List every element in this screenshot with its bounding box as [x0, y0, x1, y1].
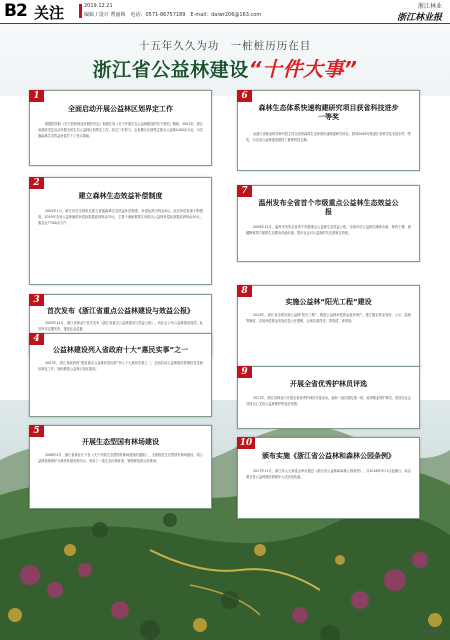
event-body: 2007年，浙江省政府将“提高重点公益林补偿标准”列入十大惠民实事之一，全面启动公益林建设管理信息化和标准化工作，加快推进公益林示范区建设。	[38, 361, 203, 371]
event-number-badge: 10	[237, 437, 255, 449]
event-title: 实施公益林“阳光工程”建设	[285, 298, 372, 306]
event-title: 颁布实施《浙江省公益林和森林公园条例》	[262, 452, 395, 460]
event-card-8	[237, 285, 420, 368]
event-body: 2009年12月，温州市发布全省首个市级重点公益林生态效益公报，全面评估公益林在涵养水源、保育土壤、固碳释氧等方面的生态服务功能价值，提升社会对公益林的关注度和支持度。	[246, 225, 411, 235]
event-card-10	[237, 437, 420, 519]
event-card-9	[237, 366, 420, 429]
paper-logo: 浙江林业报	[396, 13, 442, 23]
event-title: 森林生态体系快速构建研究项目获省科技进步一等奖	[258, 104, 399, 121]
page-number: B2	[4, 1, 27, 21]
issue-date: 2019.12.21	[84, 3, 113, 9]
event-body: 2008年4月，浙江省林业厅下发《关于开展生态型国有林场建设的通知》，全面推进生态型国有林场建设，将公益林资源保护与林场发展有机结合，形成了一批生态环境优美、管理规范的示范林场。	[38, 453, 203, 463]
masthead	[0, 0, 450, 24]
event-number-badge: 5	[29, 425, 44, 437]
event-title: 建立森林生态效益补偿制度	[78, 192, 163, 200]
event-card-4	[29, 333, 212, 417]
event-number-badge: 6	[237, 90, 252, 102]
section-divider	[79, 4, 82, 18]
event-body: 2017年11月，浙江省人大常委会审议通过《浙江省公益林和森林公园条例》，自2018年3月1日起施行，标志着全省公益林建设管理步入法治化轨道。	[246, 469, 411, 479]
event-card-5	[29, 425, 212, 509]
event-number-badge: 2	[29, 177, 44, 189]
event-title: 开展全省优秀护林员评选	[290, 380, 367, 388]
event-title: 开展生态型国有林场建设	[82, 438, 159, 446]
event-number-badge: 9	[237, 366, 252, 378]
event-body: 根据国务院《关于加快林业发展的决定》和浙江省《关于开展生态公益林建设的若干意见》精神，2001年，浙江省政府决定启动开展全省生态公益林区划界定工作。经过三年努力，全省累计区划界定重点公益林2400余万亩，为实施森林生态效益补偿打下了坚实基础。	[38, 122, 203, 138]
event-card-7	[237, 185, 420, 262]
event-body: 由浙江省林业科学研究院主持完成的森林生态体系快速构建研究项目，获得2008年度浙江省科学技术进步奖一等奖，为全省公益林建设提供了重要科技支撑。	[246, 132, 411, 142]
editor-contact: 编辑 / 设计 曹丽梅 电话：0571-86757189 E-mail：daiwr206@163.com	[84, 12, 262, 18]
event-title: 全面启动开展公益林区划界定工作	[68, 105, 173, 113]
event-title: 温州发布全省首个市级重点公益林生态效益公报	[258, 199, 399, 216]
event-number-badge: 8	[237, 285, 252, 297]
section-name: 关注	[34, 4, 65, 22]
event-number-badge: 3	[29, 294, 44, 306]
headline-title	[0, 53, 450, 82]
event-number-badge: 7	[237, 185, 252, 197]
event-body: 2005年12月，浙江省林业厅首次发布《浙江省重点公益林建设与效益公报》，向社会公布公益林建设成效。此后每年定期发布，接受社会监督。	[38, 321, 203, 331]
event-body: 2014年，浙江省全面实施公益林“阳光工程”，推进公益林补偿资金直补到户，建立健全资金发放、公示、监督等制度，实现补偿资金发放信息公开透明，让林农看得见、算得清、拿得到。	[246, 313, 411, 323]
event-card-2	[29, 177, 212, 285]
headline-title-text: 浙江省公益林建设	[92, 59, 249, 81]
event-number-badge: 4	[29, 333, 44, 345]
event-title: 公益林建设列入省政府十大“惠民实事”之一	[52, 346, 189, 354]
event-card-1	[29, 90, 212, 166]
event-card-6	[237, 90, 420, 171]
headline-title-quote: “十件大事”	[248, 57, 358, 81]
paper-label: 浙江林业	[417, 3, 442, 10]
event-title: 首次发布《浙江省重点公益林建设与效益公报》	[47, 307, 194, 315]
photo-credit: 徐晓晓 摄	[422, 630, 444, 636]
event-body: 2004年1月，浙江省在全国率先建立省级森林生态效益补偿制度，补偿标准为每亩8元。此后补偿标准不断提高，2019年全省公益林最低补偿标准提高到每亩33元，主要干流和重要江河源头公益林补偿标准提高到每亩40元，惠及农户300余万户。	[38, 209, 203, 225]
event-body: 2017年，浙江省林业厅开展全省优秀护林员评选活动，表彰一批长期扎根一线、爱岗敬业的护林员，营造全社会共同关心支持公益林保护的良好氛围。	[246, 396, 411, 406]
event-number-badge: 1	[29, 90, 44, 102]
headline-subtitle: 十五年久久为功 一桩桩历历在目	[138, 40, 312, 52]
